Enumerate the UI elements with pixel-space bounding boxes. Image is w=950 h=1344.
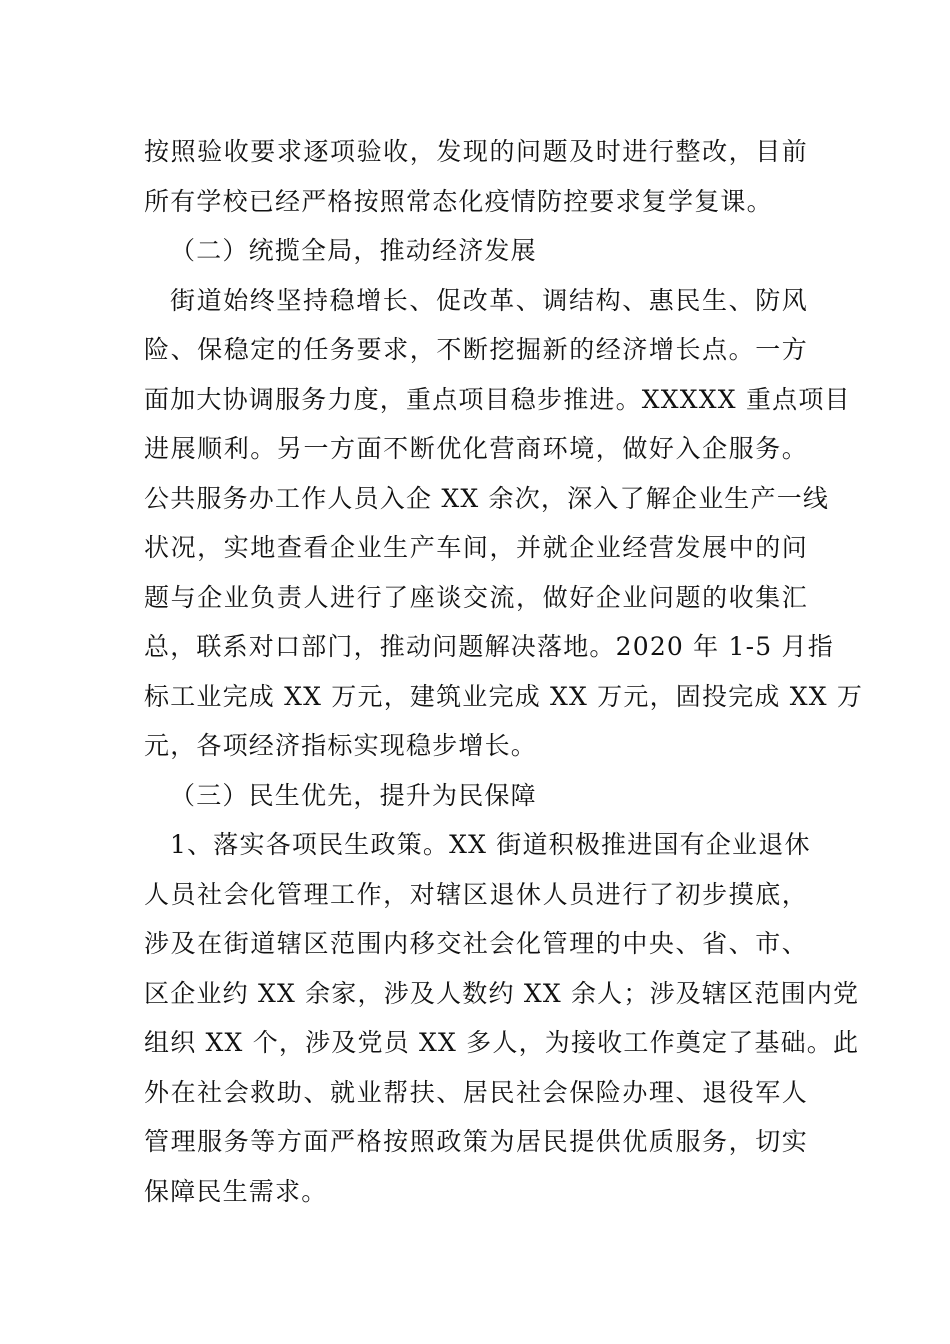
paragraph-line: 所有学校已经严格按照常态化疫情防控要求复学复课。 xyxy=(144,187,773,216)
paragraph-line: 保障民生需求。 xyxy=(144,1177,328,1206)
paragraph-line: 涉及在街道辖区范围内移交社会化管理的中央、省、市、 xyxy=(144,929,808,958)
paragraph-line: 题与企业负责人进行了座谈交流，做好企业问题的收集汇 xyxy=(144,583,808,612)
paragraph-line: 总，联系对口部门，推动问题解决落地。2020 年 1-5 月指 xyxy=(144,632,834,661)
paragraph-line: 1、落实各项民生政策。XX 街道积极推进国有企业退休 xyxy=(170,830,811,859)
paragraph-line: 元，各项经济指标实现稳步增长。 xyxy=(144,731,538,760)
paragraph-line: 公共服务办工作人员入企 XX 余次，深入了解企业生产一线 xyxy=(144,484,830,513)
paragraph-line: 标工业完成 XX 万元，建筑业完成 XX 万元，固投完成 XX 万 xyxy=(144,682,864,711)
paragraph-line: 进展顺利。另一方面不断优化营商环境，做好入企服务。 xyxy=(144,434,808,463)
section-heading-economy: （二）统揽全局，推动经济发展 xyxy=(170,236,537,265)
paragraph-line: 管理服务等方面严格按照政策为居民提供优质服务，切实 xyxy=(144,1127,808,1156)
paragraph-line: 面加大协调服务力度，重点项目稳步推进。XXXXX 重点项目 xyxy=(144,385,851,414)
section-heading-livelihood: （三）民生优先，提升为民保障 xyxy=(170,781,537,810)
paragraph-line: 区企业约 XX 余家，涉及人数约 XX 余人；涉及辖区范围内党 xyxy=(144,979,860,1008)
paragraph-line: 组织 XX 个，涉及党员 XX 多人，为接收工作奠定了基础。此 xyxy=(144,1028,860,1057)
paragraph-line: 按照验收要求逐项验收，发现的问题及时进行整改，目前 xyxy=(144,137,808,166)
paragraph-line: 状况，实地查看企业生产车间，并就企业经营发展中的问 xyxy=(144,533,808,562)
paragraph-line: 人员社会化管理工作，对辖区退休人员进行了初步摸底， xyxy=(144,880,808,909)
paragraph-line: 险、保稳定的任务要求，不断挖掘新的经济增长点。一方 xyxy=(144,335,808,364)
paragraph-line: 街道始终坚持稳增长、促改革、调结构、惠民生、防风 xyxy=(170,286,808,315)
paragraph-line: 外在社会救助、就业帮扶、居民社会保险办理、退役军人 xyxy=(144,1078,808,1107)
